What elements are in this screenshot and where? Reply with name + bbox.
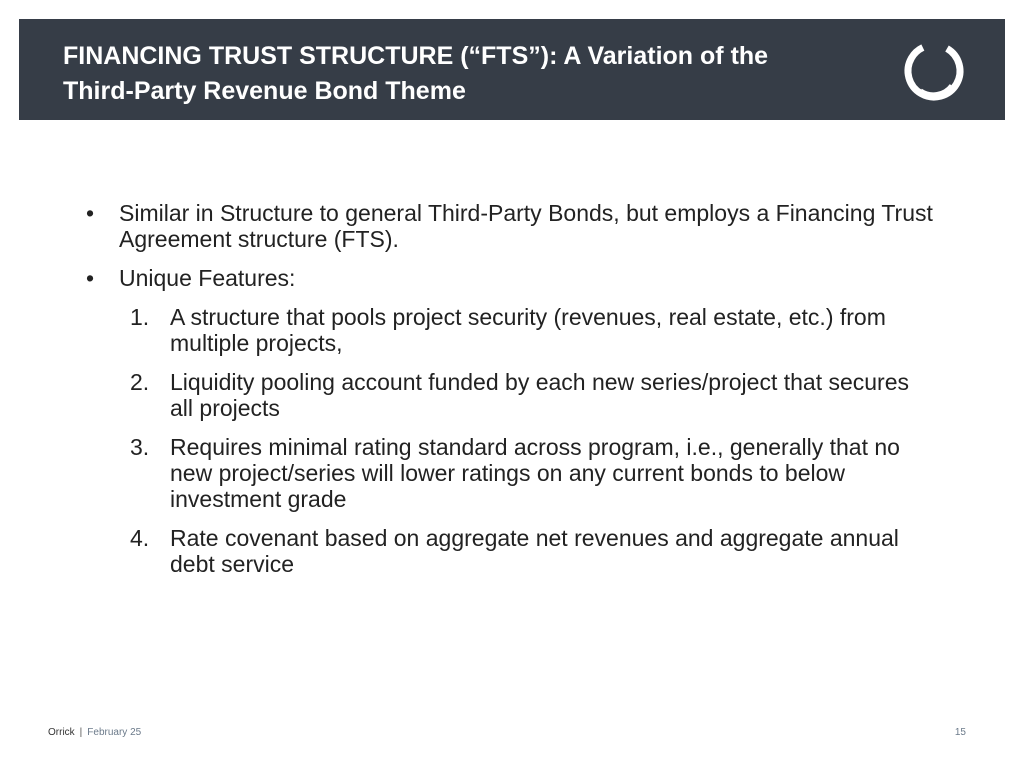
numbered-text: Rate covenant based on aggregate net revenues and aggregate annual debt service (170, 525, 899, 577)
bullet-text: Unique Features: (119, 265, 296, 291)
slide-title (63, 39, 883, 109)
number-mark: 1. (130, 304, 150, 330)
footer-separator: | (79, 727, 83, 738)
number-mark: 4. (130, 525, 150, 551)
bullet-mark: • (86, 265, 95, 291)
numbered-text: Requires minimal rating standard across program, i.e., generally that no new project/series will lower ratings on any current bonds to below investment grade (170, 434, 900, 512)
number-mark: 3. (130, 434, 150, 460)
bullet-text: Similar in Structure to general Third-Party Bonds, but employs a Financing Trust Agreement structure (FTS). (119, 200, 933, 252)
bullet-item (84, 200, 944, 252)
bullet-mark: • (86, 200, 95, 226)
bullet-item (84, 265, 944, 291)
numbered-item (84, 369, 944, 421)
numbered-text: A structure that pools project security (revenues, real estate, etc.) from multiple projects, (170, 304, 886, 356)
slide-title-line-2: Third-Party Revenue Bond Theme (63, 77, 466, 105)
footer-date: February 25 (87, 727, 142, 738)
slide-footer (48, 727, 141, 738)
page-number: 15 (954, 727, 966, 738)
footer-brand: Orrick (48, 727, 75, 738)
numbered-item (84, 304, 944, 356)
orrick-logo-icon (901, 38, 967, 104)
numbered-item (84, 525, 944, 577)
slide-title-line-1: FINANCING TRUST STRUCTURE (“FTS”): A Variation of the (63, 42, 769, 70)
numbered-text: Liquidity pooling account funded by each new series/project that secures all projects (170, 369, 910, 421)
slide-body (84, 200, 944, 590)
slide-header (19, 19, 1005, 120)
number-mark: 2. (130, 369, 150, 395)
numbered-item (84, 434, 944, 512)
